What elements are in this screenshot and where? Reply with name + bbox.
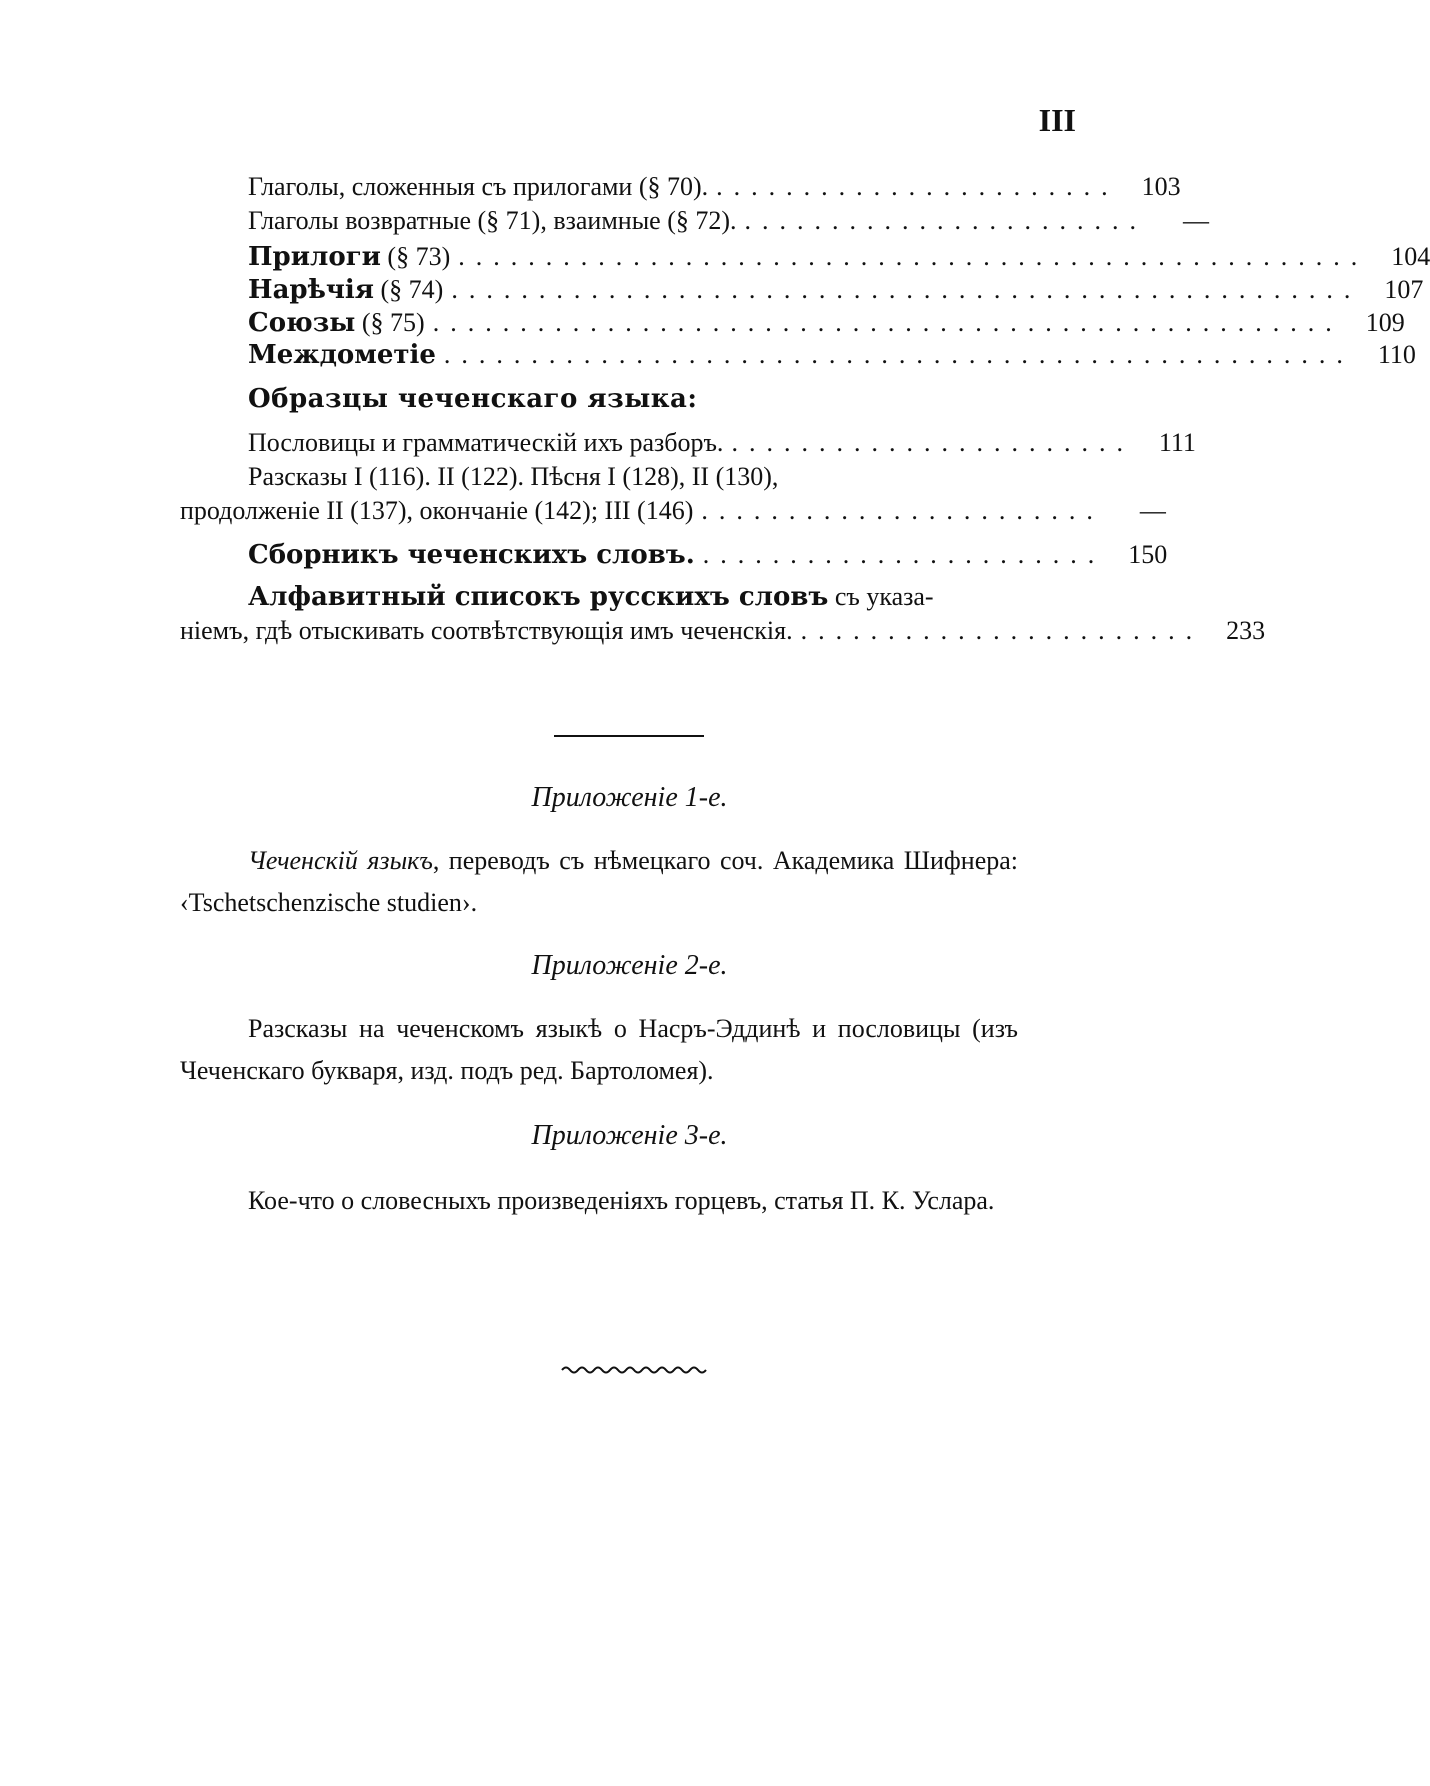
toc-entry-continuation: съ указа- (828, 582, 934, 611)
toc-leader-dots: ....................... (800, 616, 1204, 645)
toc-entry-page: — (1139, 496, 1166, 525)
toc-leader-dots: .................................................... (451, 275, 1362, 304)
toc-entry-title: ніемъ, гдѣ отыскивать соотвѣтствующія имъ чеченскія. (180, 616, 793, 645)
toc-leader-dots: ....................... (702, 540, 1106, 569)
appendix-italic-title: Чеченскій языкъ (248, 846, 433, 875)
toc-entry-section: (§ 73) (380, 242, 451, 271)
toc-entry-page: 104 (1391, 242, 1430, 271)
toc-entry (180, 616, 1266, 646)
toc-entry-title: Глаголы, сложенныя съ прилогами (§ 70). (248, 172, 709, 201)
toc-entry-title: Сборникъ чеченскихъ словъ. (248, 540, 695, 570)
toc-entry-title: продолженіе II (137), окончаніе (142); III (146) (180, 496, 694, 525)
toc-entry-title: Алфавитный списокъ русскихъ словъ (248, 582, 829, 612)
section-divider (554, 735, 704, 737)
toc-entry (180, 496, 1166, 526)
toc-entry (180, 206, 1210, 236)
toc-leader-dots: .................................................... (443, 340, 1354, 369)
toc-entry (180, 308, 1405, 338)
toc-entry-title: Пословицы и грамматическій ихъ разборъ. (248, 428, 724, 457)
toc-leader-dots: ....................... (716, 172, 1119, 201)
appendix-description: Кое-что о словесныхъ произведеніяхъ горцевъ, статья П. К. Услара. (248, 1186, 995, 1215)
toc-entry-page: 107 (1384, 275, 1424, 304)
section-heading: Образцы чеченскаго языка: (248, 384, 698, 414)
toc-entry-page: 103 (1141, 172, 1181, 201)
toc-leader-dots: .................................................... (432, 308, 1343, 337)
toc-entry (180, 540, 1168, 570)
toc-entry-section: (§ 75) (355, 308, 425, 337)
toc-entry-page: 111 (1158, 428, 1196, 457)
toc-entry-title: Разсказы I (116). II (122). Пѣсня I (128), II (130), (248, 462, 779, 491)
appendix-title: Приложеніе 2-е. (531, 950, 728, 981)
toc-section-heading (180, 384, 1143, 414)
appendix-description: Чеченскій языкъ, переводъ съ нѣмецкаго соч. Академика Шифнера: ‹Tschetschenzische studien›. (180, 846, 1018, 917)
appendix-title: Приложеніе 3-е. (531, 1120, 728, 1151)
toc-leader-dots: ....................... (701, 496, 1104, 525)
toc-entry (180, 242, 1430, 272)
toc-entry-section: (§ 74) (374, 275, 444, 304)
appendix-description: Разсказы на чеченскомъ языкѣ о Насръ-Эддинѣ и пословицы (изъ Чеченскаго букваря, изд. подъ ред. Бартоломея). (180, 1014, 1018, 1085)
toc-leader-dots: ....................... (731, 428, 1134, 457)
toc-entry (180, 275, 1424, 305)
page-number: III (1038, 102, 1076, 138)
toc-leader-dots: .................................................... (458, 242, 1369, 271)
toc-entry (180, 582, 1143, 612)
toc-entry-title: Нарѣчія (248, 275, 374, 305)
toc-entry (180, 462, 1143, 492)
toc-entry-page: 150 (1128, 540, 1168, 569)
toc-entry-title: Междометіе (248, 340, 436, 370)
toc-entry-page: 233 (1226, 616, 1266, 645)
toc-entry (180, 340, 1416, 370)
appendix-title: Приложеніе 1-е. (531, 782, 728, 813)
toc-entry-title: Прилоги (248, 242, 381, 272)
toc-entry-page: — (1183, 206, 1210, 235)
toc-leader-dots: ....................... (744, 206, 1148, 235)
wavy-ornament-icon (560, 1364, 710, 1376)
toc-entry-page: 110 (1377, 340, 1416, 369)
toc-entry-title: Союзы (248, 308, 356, 338)
toc-entry (180, 172, 1181, 202)
toc-entry-page: 109 (1365, 308, 1405, 337)
toc-entry (180, 428, 1196, 458)
toc-entry-title: Глаголы возвратные (§ 71), взаимные (§ 72). (248, 206, 737, 235)
